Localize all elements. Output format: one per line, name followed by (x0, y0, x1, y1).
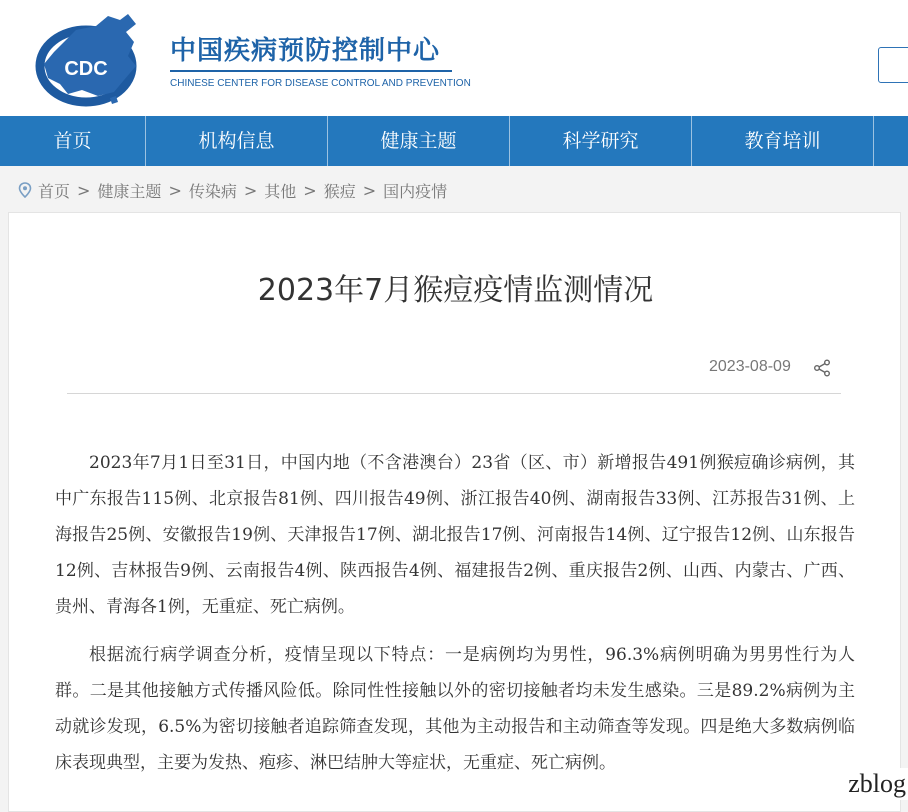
search-input[interactable] (878, 47, 908, 83)
nav-item-institution[interactable]: 机构信息 (146, 116, 328, 166)
nav-item-health-topics[interactable]: 健康主题 (328, 116, 510, 166)
breadcrumb-infectious-disease[interactable]: 传染病 (188, 181, 237, 201)
title-divider-line (67, 393, 841, 394)
breadcrumb-health-topics[interactable]: 健康主题 (97, 181, 162, 201)
breadcrumb-separator: > (77, 180, 91, 200)
org-name-chinese: 中国疾病预防控制中心 (170, 36, 441, 66)
publish-date: 2023-08-09 (709, 358, 791, 375)
org-name-english: CHINESE CENTER FOR DISEASE CONTROL AND PREVENTION (170, 78, 471, 89)
share-icon[interactable] (813, 359, 831, 377)
watermark: zblog (818, 768, 908, 800)
nav-item-research[interactable]: 科学研究 (510, 116, 692, 166)
title-divider (170, 70, 452, 72)
article-title: 2023年7月猴痘疫情监测情况 (257, 273, 654, 308)
breadcrumb-separator: > (362, 180, 377, 200)
svg-text:CDC: CDC (64, 58, 108, 80)
site-header (0, 0, 908, 116)
article-card (8, 212, 901, 812)
location-pin-icon (18, 182, 32, 198)
breadcrumb-home[interactable]: 首页 (38, 181, 71, 201)
article-paragraph-2: 根据流行病学调查分析，疫情呈现以下特点：一是病例均为男性，96.3%病例明确为男男性行为人群。二是其他接触方式传播风险低。除同性性接触以外的密切接触者均未发生感染。三是89.2%病例为主动就诊发现，6.5%为密切接触者追踪筛查发现，其他为主动报告和主动筛查等发现。四是绝大多数病例临床表现典型，主要为发热、疱疹、淋巴结肿大等症状，无重症、死亡病例。 (55, 645, 855, 773)
breadcrumb-other[interactable]: 其他 (264, 181, 297, 201)
breadcrumb-separator: > (243, 180, 258, 200)
breadcrumb-separator: > (303, 180, 317, 200)
main-nav (0, 116, 908, 166)
nav-item-home[interactable]: 首页 (0, 116, 146, 166)
breadcrumb-domestic-epidemic[interactable]: 国内疫情 (383, 181, 448, 201)
article-paragraph-1: 2023年7月1日至31日，中国内地（不含港澳台）23省（区、市）新增报告491例猴痘确诊病例，其中广东报告115例、北京报告81例、四川报告49例、浙江报告40例、湖南报告33例、江苏报告31例、上海报告25例、安徽报告19例、天津报告17例、湖北报告17例、河南报告14例、辽宁报告12例、山东报告12例、吉林报告9例、云南报告4例、陕西报告4例、福建报告2例、重庆报告2例、山西、内蒙古、广西、贵州、青海各1例，无重症、死亡病例。 (55, 453, 855, 617)
breadcrumb (18, 178, 447, 202)
breadcrumb-separator: > (168, 180, 182, 200)
breadcrumb-mpox[interactable]: 猴痘 (323, 181, 356, 201)
cdc-logo[interactable] (24, 8, 154, 112)
nav-item-education[interactable]: 教育培训 (692, 116, 874, 166)
